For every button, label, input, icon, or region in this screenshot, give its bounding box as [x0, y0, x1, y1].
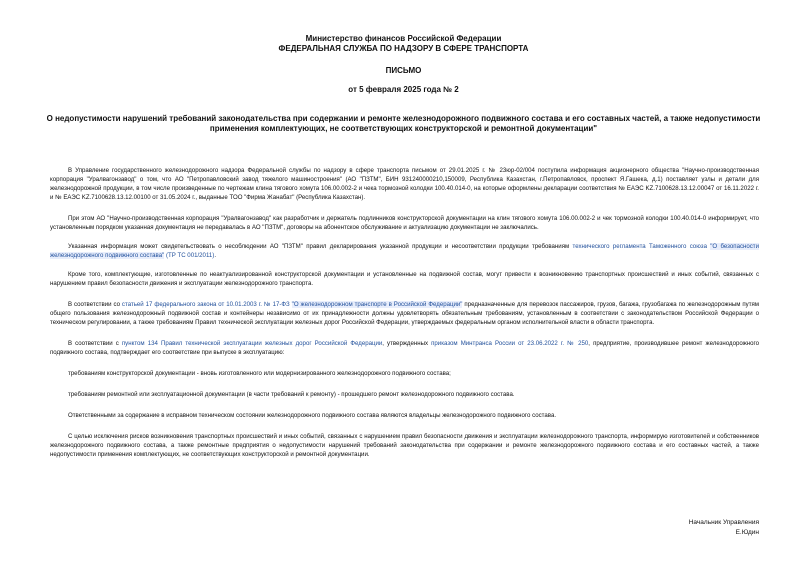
signature-position: Начальник Управления: [688, 519, 759, 526]
link-tr-ts-number[interactable]: (ТР ТС 001/2011): [165, 252, 215, 259]
paragraph-5: [50, 300, 759, 327]
paragraph-1: В Управление государственного железнодорожного надзора Федеральной службы по надзору в сфере транспорта письмом от 29.01.2025 г. № 23юр-02/004 поступила информация акционерного общества "Научно-производственная корпорация "Уралвагонзавод" о том, что АО "Петропавловский завод тяжелого машиностроения" (АО "ПЗТМ", БИН 931240000210,150009, Республика Казахстан, г.Петропавловск, проспект Я.Гашека, д.1) поставляет узлы и детали для железнодорожной продукции, в том числе произведенные по чертежам клина тягового хомута 106.00.002-2 и чека тормозной колодки 100.40.014-0, на которые оформлены декларации соответствия № ЕАЭС KZ.7100628.13.12.00047 от 16.11.2022 г. и № ЕАЭС KZ.7100628.13.12.00100 от 31.05.2024 г., выданные ТОО "Фирма Жанабат" (Республика Казахстан).: [50, 167, 759, 201]
document-date: от 5 февраля 2025 года № 2: [348, 85, 459, 94]
document-title: О недопустимости нарушений требований законодательства при содержании и ремонте железнодорожного подвижного состава и его составных частей, а также недопустимости применения комплектующих, не соответствующих конструкторской и ремонтной документации": [46, 114, 761, 133]
paragraph-6: [50, 339, 759, 357]
paragraph-3: [50, 242, 759, 260]
paragraph-7: требованиям конструкторской документации - вновь изготовленного или модернизированного железнодорожного подвижного состава;: [68, 370, 451, 377]
paragraph-6-text-2: , утвержденных: [382, 340, 432, 347]
document-body: [50, 166, 759, 471]
paragraph-6-text-1: В соответствии с: [68, 340, 122, 347]
letterhead: [0, 34, 807, 54]
paragraph-6-text-3: , предприятие, производившее ремонт железнодорожного подвижного состава, подтверждает его соответствие при выпуске в эксплуатацию:: [50, 340, 760, 356]
link-tr-ts-title[interactable]: "О безопасности железнодорожного подвижного состава": [50, 243, 759, 259]
paragraph-3-text-1: Указанная информация может свидетельствовать о несоблюдении АО "ПЗТМ" правил декларирования указанной продукции и несоответствии продукции требованиям: [68, 243, 573, 250]
link-law-title[interactable]: "О железнодорожном транспорте в Российской Федерации": [291, 301, 463, 308]
paragraph-3-text-4: .: [214, 252, 217, 259]
paragraph-4: Кроме того, комплектующие, изготовленные по неактуализированной конструкторской документации и установленные на подвижной состав, могут привести к возникновению транспортных происшествий и иных событий, связанных с нарушением правил безопасности движения и эксплуатации железнодорожного транспорта.: [50, 271, 759, 287]
paragraph-5-text-1: В соответствии со: [68, 301, 122, 308]
link-rules-item-134[interactable]: пунктом 134 Правил технической эксплуатации железных дорог Российской Федерации: [121, 340, 383, 347]
document-type: ПИСЬМО: [385, 66, 422, 75]
signature-block: [689, 518, 759, 538]
link-mintrans-order[interactable]: приказом Минтранса России от 23.06.2022 г. № 250: [431, 340, 589, 347]
ministry-name: Министерство финансов Российской Федерации: [305, 34, 502, 43]
paragraph-10: С целью исключения рисков возникновения транспортных происшествий и иных событий, связанных с нарушением правил безопасности движения и эксплуатации железнодорожного транспорта, информирую изготовителей и собственников железнодорожного подвижного состава, а также ремонтные предприятия о недопустимости нарушений требований законодательства при содержании и ремонте железнодорожного подвижного состава и его составных частей, а также недопустимости применения комплектующих, не соответствующих конструкторской и ремонтной документации.: [50, 433, 759, 458]
signature-name: Е.Юдин: [735, 529, 759, 536]
service-name: ФЕДЕРАЛЬНАЯ СЛУЖБА ПО НАДЗОРУ В СФЕРЕ ТРАНСПОРТА: [278, 44, 529, 53]
link-law-article-17[interactable]: статьей 17 федерального закона от 10.01.2003 г. № 17-ФЗ: [121, 301, 290, 308]
paragraph-2: При этом АО "Научно-производственная корпорация "Уралвагонзавод" как разработчик и держатель подлинников конструкторской документации на клин тягового хомута 106.00.002-2 и чек тормозной колодки 100.40.014-0 информирует, что установленным порядком указанная документация не передавалась в АО "ПЗТМ", договоры на абонентское обслуживание и актуализацию документации не заключались.: [50, 215, 759, 231]
paragraph-5-text-3: предназначенные для перевозок пассажиров, грузов, багажа, грузобагажа по железнодорожным путям общего пользования железнодорожный подвижной состав и контейнеры независимо от их принадлежности должны удовлетворять обязательным требованиям, установленным в соответствии с законодательством Российской Федерации о техническом регулировании, а также требованиям Правил технической эксплуатации железных дорог Российской Федерации, утверждаемых федеральным органом исполнительной власти в области транспорта.: [50, 301, 759, 326]
paragraph-9: Ответственными за содержание в исправном техническом состоянии железнодорожного подвижного состава являются владельцы железнодорожного подвижного состава.: [68, 412, 557, 419]
paragraph-8: требованиям ремонтной или эксплуатационной документации (в части требований к ремонту) - прошедшего ремонт железнодорожного подвижного состава.: [68, 391, 515, 398]
link-tr-ts[interactable]: технического регламента Таможенного союза: [572, 243, 707, 250]
